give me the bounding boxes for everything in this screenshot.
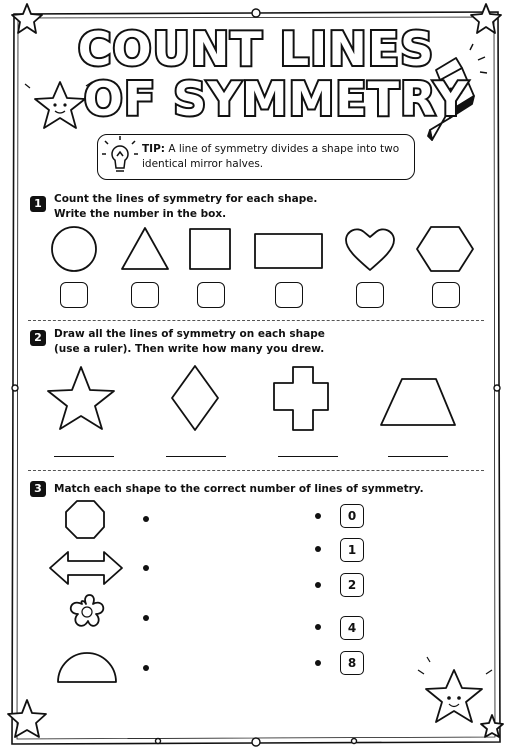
number-box-0: 0 bbox=[340, 504, 364, 528]
section-1-instruction bbox=[54, 192, 317, 222]
answer-line-plus[interactable] bbox=[278, 456, 338, 457]
number-match-dot[interactable] bbox=[315, 546, 321, 552]
number-box-8: 8 bbox=[340, 651, 364, 675]
answer-line-rhombus[interactable] bbox=[166, 456, 226, 457]
answer-line-trapezoid[interactable] bbox=[388, 456, 448, 457]
number-box-4: 4 bbox=[340, 616, 364, 640]
smiling-star-icon bbox=[426, 670, 482, 722]
section-1-number: 1 bbox=[30, 196, 46, 212]
shape-semicircle bbox=[58, 653, 116, 682]
number-box-2: 2 bbox=[340, 573, 364, 597]
tip-body: A line of symmetry divides a shape into two identical mirror halves. bbox=[142, 143, 400, 171]
shape-triangle bbox=[122, 228, 168, 269]
number-match-dot[interactable] bbox=[315, 582, 321, 588]
shape-star bbox=[48, 367, 114, 429]
section-2-instruction-line-1: Draw all the lines of symmetry on each shape bbox=[54, 328, 325, 340]
number-match-dot[interactable] bbox=[315, 660, 321, 666]
section-2-instruction bbox=[54, 327, 325, 357]
shape-match-dot[interactable] bbox=[143, 615, 149, 621]
answer-box-square[interactable] bbox=[197, 282, 225, 308]
tip-text bbox=[142, 142, 404, 172]
shape-heart bbox=[346, 229, 394, 270]
shape-flower bbox=[71, 595, 104, 626]
answer-box-rectangle[interactable] bbox=[275, 282, 303, 308]
section-2-number: 2 bbox=[30, 330, 46, 346]
section-divider bbox=[28, 320, 484, 321]
shape-hexagon bbox=[417, 227, 473, 271]
shape-match-dot[interactable] bbox=[143, 565, 149, 571]
shape-double-arrow bbox=[50, 552, 122, 584]
title-line-1: COUNT LINES bbox=[77, 22, 435, 76]
title-line-2: OF SYMMETRY bbox=[83, 72, 469, 126]
tip-label: TIP: bbox=[142, 143, 165, 155]
number-match-dot[interactable] bbox=[315, 513, 321, 519]
shape-plus bbox=[274, 367, 328, 430]
shape-trapezoid bbox=[381, 379, 455, 425]
section-1-instruction-line-1: Count the lines of symmetry for each shape. bbox=[54, 193, 318, 205]
shape-match-dot[interactable] bbox=[143, 516, 149, 522]
corner-star-icon bbox=[8, 700, 46, 737]
answer-box-hexagon[interactable] bbox=[432, 282, 460, 308]
section-3-number: 3 bbox=[30, 481, 46, 497]
shape-rectangle bbox=[255, 234, 322, 268]
shape-match-dot[interactable] bbox=[143, 665, 149, 671]
number-match-dot[interactable] bbox=[315, 624, 321, 630]
number-box-1: 1 bbox=[340, 538, 364, 562]
section-1-instruction-line-2: Write the number in the box. bbox=[54, 208, 227, 221]
shape-square bbox=[190, 229, 230, 269]
section-3-instruction: Match each shape to the correct number of lines of symmetry. bbox=[54, 483, 424, 495]
section-2-instruction-line-2: (use a ruler). Then write how many you drew. bbox=[54, 343, 325, 356]
shape-octagon bbox=[66, 501, 104, 538]
answer-line-star[interactable] bbox=[54, 456, 114, 457]
answer-box-circle[interactable] bbox=[60, 282, 88, 308]
section-divider bbox=[28, 470, 484, 471]
shape-circle bbox=[52, 227, 96, 271]
answer-box-heart[interactable] bbox=[356, 282, 384, 308]
shape-rhombus bbox=[172, 366, 218, 430]
answer-box-triangle[interactable] bbox=[131, 282, 159, 308]
